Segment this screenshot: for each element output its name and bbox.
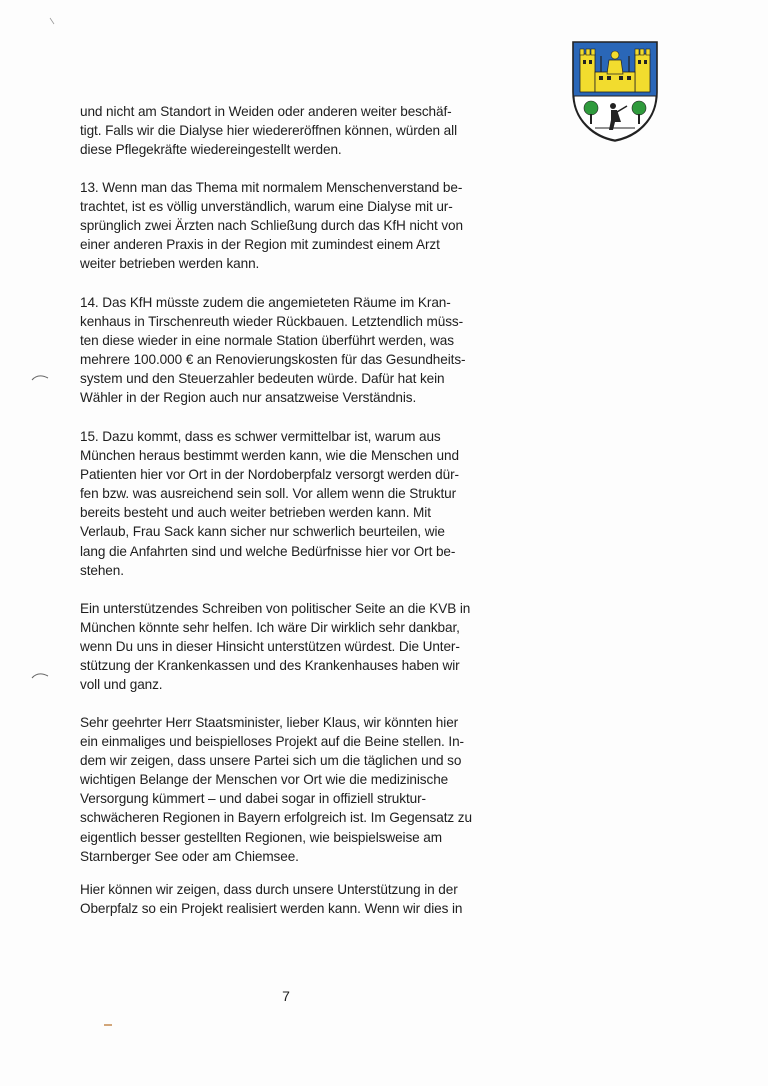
text-line: bereits besteht und auch weiter betrieben werden kann. Mit bbox=[80, 505, 431, 521]
text-line: wenn Du uns in dieser Hinsicht unterstützen würdest. Die Unter- bbox=[80, 639, 460, 655]
text-line: mehrere 100.000 € an Renovierungskosten für das Gesundheits- bbox=[80, 352, 466, 368]
text-line: ten diese wieder in eine normale Station überführt werden, was bbox=[80, 333, 454, 349]
scan-artifact-mark bbox=[30, 670, 50, 680]
text-line: München heraus bestimmt werden kann, wie die Menschen und bbox=[80, 448, 459, 464]
text-line: 13. Wenn man das Thema mit normalem Menschenverstand be- bbox=[80, 180, 463, 195]
text-line: 14. Das KfH müsste zudem die angemieteten Räume im Kran- bbox=[80, 295, 451, 310]
text-line: ein einmaliges und beispielloses Projekt auf die Beine stellen. In- bbox=[80, 734, 464, 750]
text-line: Starnberger See oder am Chiemsee. bbox=[80, 848, 299, 864]
scan-artifact-mark bbox=[103, 1022, 113, 1028]
text-line: und nicht am Standort in Weiden oder anderen weiter beschäf- bbox=[80, 104, 452, 119]
text-line: Ein unterstützendes Schreiben von politischer Seite an die KVB in bbox=[80, 601, 471, 616]
paragraph bbox=[80, 713, 500, 866]
text-line: lang die Anfahrten sind und welche Bedürfnisse hier vor Ort be- bbox=[80, 543, 456, 559]
text-line: Patienten hier vor Ort in der Nordoberpfalz versorgt werden dür- bbox=[80, 467, 459, 483]
text-line: system und den Steuerzahler bedeuten würde. Dafür hat kein bbox=[80, 371, 445, 387]
text-line: kenhaus in Tirschenreuth wieder Rückbauen. Letztendlich müss- bbox=[80, 314, 464, 330]
text-line: stützung der Krankenkassen und des Krankenhauses haben wir bbox=[80, 658, 460, 674]
text-line: schwächeren Regionen in Bayern erfolgreich ist. Im Gegensatz zu bbox=[80, 810, 472, 826]
text-line: Sehr geehrter Herr Staatsminister, lieber Klaus, wir könnten hier bbox=[80, 715, 459, 730]
text-line: sprünglich zwei Ärzten nach Schließung durch das KfH nicht von bbox=[80, 218, 463, 234]
scan-artifact-mark bbox=[48, 16, 56, 26]
text-line: stehen. bbox=[80, 562, 124, 578]
text-line: München könnte sehr helfen. Ich wäre Dir wirklich sehr dankbar, bbox=[80, 620, 460, 636]
text-line: 15. Dazu kommt, dass es schwer vermittelbar ist, warum aus bbox=[80, 429, 441, 444]
text-line: dem wir zeigen, dass unsere Partei sich um die täglichen und so bbox=[80, 753, 462, 769]
text-line: voll und ganz. bbox=[80, 677, 163, 693]
text-line: tigt. Falls wir die Dialyse hier wiedereröffnen können, würden all bbox=[80, 123, 457, 139]
text-line: Wähler in der Region auch nur ansatzweise Verständnis. bbox=[80, 390, 417, 406]
municipal-coat-of-arms bbox=[571, 40, 659, 143]
text-line: einer anderen Praxis in der Region mit zumindest einem Arzt bbox=[80, 237, 440, 253]
text-line: fen bzw. was ausreichend sein soll. Vor allem wenn die Struktur bbox=[80, 486, 457, 502]
text-line: Hier können wir zeigen, dass durch unsere Unterstützung in der bbox=[80, 882, 458, 897]
text-line: eigentlich besser gestellten Regionen, wie beispielsweise am bbox=[80, 829, 442, 845]
text-line: Verlaub, Frau Sack kann sicher nur schwerlich beurteilen, wie bbox=[80, 524, 445, 540]
paragraph bbox=[80, 880, 500, 918]
page-number: 7 bbox=[282, 988, 290, 1004]
text-line: weiter betrieben werden kann. bbox=[80, 256, 260, 272]
text-line: diese Pflegekräfte wiedereingestellt werden. bbox=[80, 142, 342, 158]
text-line: Oberpfalz so ein Projekt realisiert werden kann. Wenn wir dies in bbox=[80, 901, 463, 917]
paragraph bbox=[80, 599, 500, 694]
paragraph bbox=[80, 102, 500, 159]
paragraph-item-14 bbox=[80, 293, 500, 408]
text-line: wichtigen Belange der Menschen vor Ort wie die medizinische bbox=[80, 772, 449, 788]
scan-artifact-mark bbox=[30, 372, 50, 382]
text-line: trachtet, ist es völlig unverständlich, warum eine Dialyse mit ur- bbox=[80, 199, 453, 215]
paragraph-item-15 bbox=[80, 427, 500, 580]
text-line: Versorgung kümmert – und dabei sogar in offiziell struktur- bbox=[80, 791, 426, 807]
paragraph-item-13 bbox=[80, 178, 500, 273]
